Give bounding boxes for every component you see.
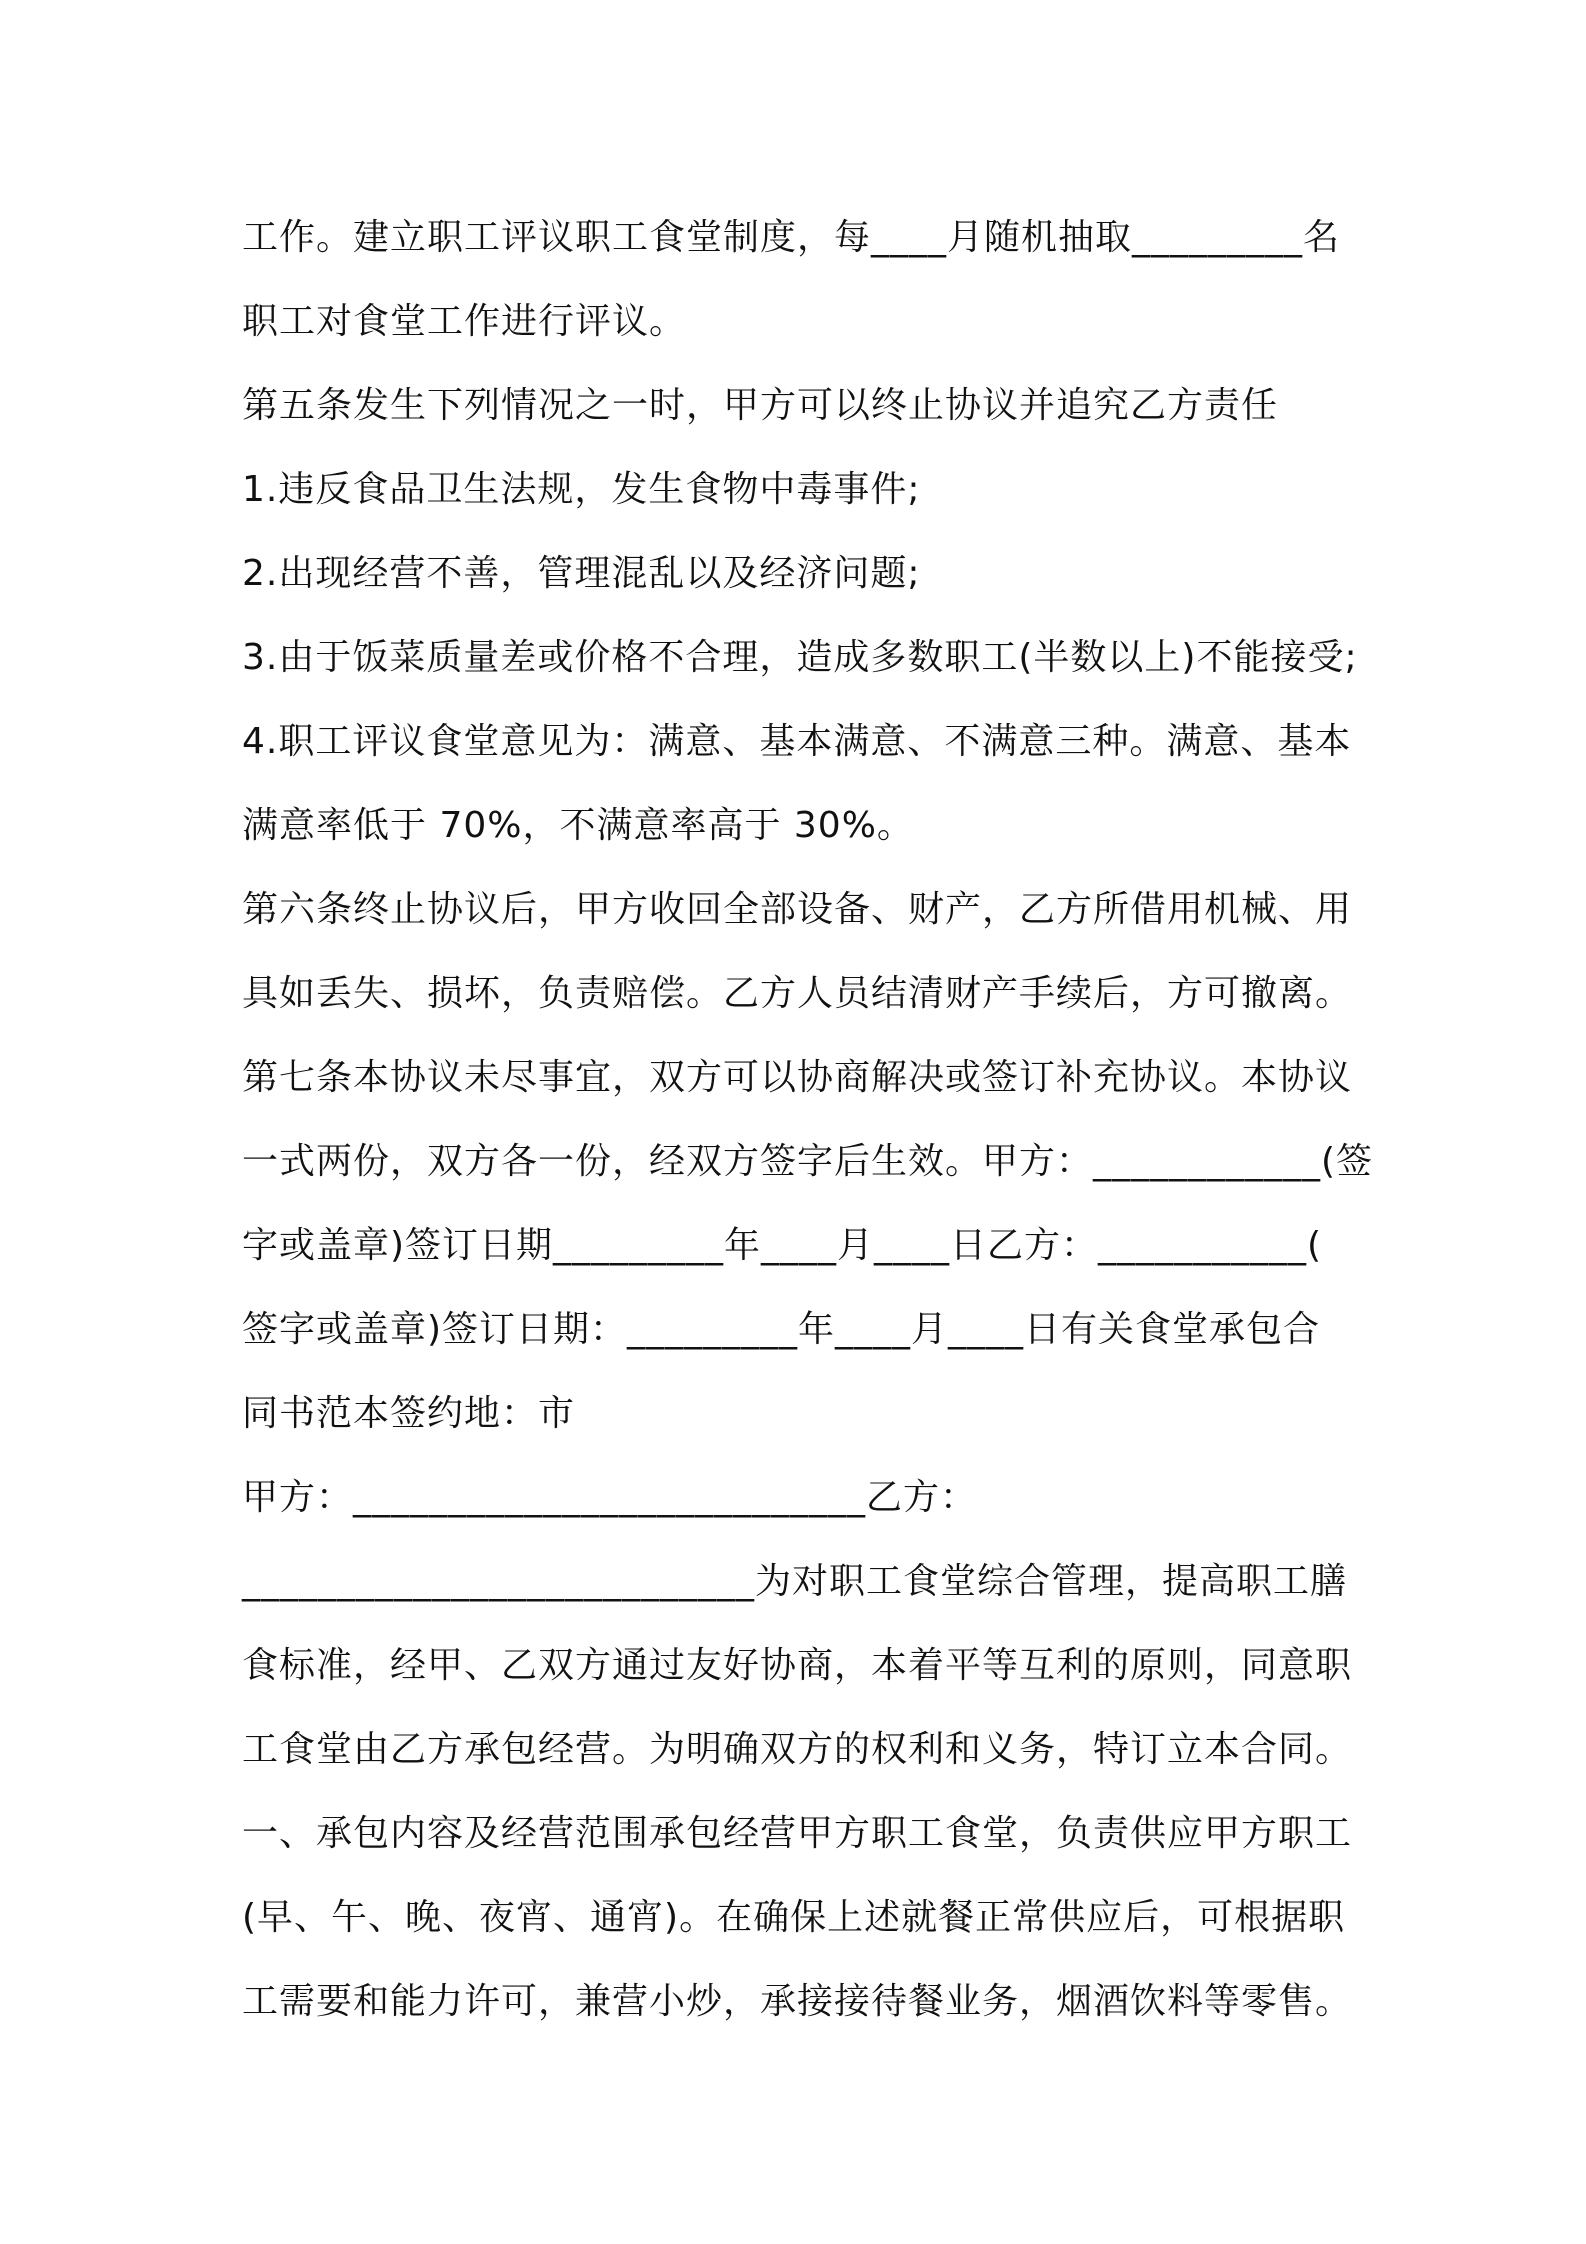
text-line: 2.出现经营不善，管理混乱以及经济问题;	[242, 553, 921, 594]
text-line: (早、午、晚、夜宵、通宵)。在确保上述就餐正常供应后，可根据职	[242, 1897, 1346, 1938]
text-line: 1.违反食品卫生法规，发生食物中毒事件;	[242, 469, 921, 510]
text-line: 甲方：___________________________乙方：	[242, 1477, 978, 1518]
text-line: 具如丢失、损坏，负责赔偿。乙方人员结清财产手续后，方可撤离。	[242, 973, 1353, 1014]
text-line: 同书范本签约地：市	[242, 1393, 576, 1434]
text-line: 食标准，经甲、乙双方通过友好协商，本着平等互利的原则，同意职	[242, 1645, 1353, 1686]
text-line: 第七条本协议未尽事宜，双方可以协商解决或签订补充协议。本协议	[242, 1057, 1353, 1098]
text-line: 字或盖章)签订日期_________年____月____日乙方：___________(	[242, 1225, 1323, 1266]
text-line: ___________________________为对职工食堂综合管理，提高职工膳	[242, 1561, 1348, 1602]
text-line: 第六条终止协议后，甲方收回全部设备、财产，乙方所借用机械、用	[242, 889, 1353, 930]
text-line: 职工对食堂工作进行评议。	[242, 301, 687, 342]
text-line: 签字或盖章)签订日期：_________年____月____日有关食堂承包合	[242, 1309, 1321, 1350]
text-line: 工食堂由乙方承包经营。为明确双方的权利和义务，特订立本合同。	[242, 1729, 1353, 1770]
text-line: 3.由于饭菜质量差或价格不合理，造成多数职工(半数以上)不能接受;	[242, 637, 1358, 678]
text-line: 工需要和能力许可，兼营小炒，承接接待餐业务，烟酒饮料等零售。	[242, 1981, 1353, 2022]
text-line: 工作。建立职工评议职工食堂制度，每____月随机抽取_________名	[242, 217, 1341, 258]
text-line: 一、承包内容及经营范围承包经营甲方职工食堂，负责供应甲方职工	[242, 1813, 1353, 1854]
text-line: 一式两份，双方各一份，经双方签字后生效。甲方：____________(签	[242, 1141, 1374, 1182]
text-line: 满意率低于 70%，不满意率高于 30%。	[242, 805, 914, 846]
text-line: 4.职工评议食堂意见为：满意、基本满意、不满意三种。满意、基本	[242, 721, 1352, 762]
document-body	[242, 196, 1374, 2044]
text-line: 第五条发生下列情况之一时，甲方可以终止协议并追究乙方责任	[242, 385, 1279, 426]
